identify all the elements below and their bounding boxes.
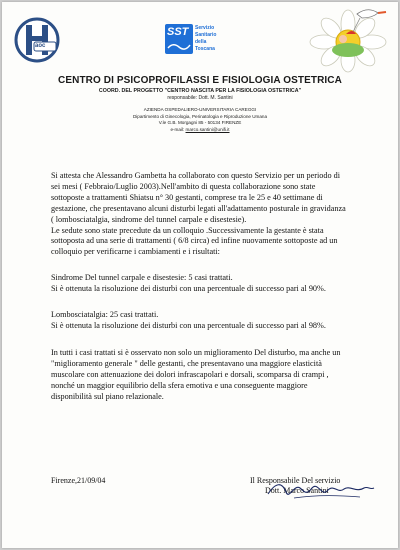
body-line: disponibilità sul piano relazionale. [51, 391, 164, 401]
ssr-logo-short: SST [167, 26, 189, 38]
body-line: nonché un maggior equilibrio della sfera emotiva e una conseguente maggiore [51, 380, 308, 390]
attestation-paragraph [51, 171, 383, 258]
aoc-logo [14, 16, 60, 64]
address-line: Dipartimento di Ginecologia, Perinatologia e Riproduzione Umana [132, 113, 268, 119]
email-link[interactable]: marco.santini@unifi.it [185, 126, 230, 132]
document-page [2, 2, 398, 548]
body-line: colloquio per verificarne i cambiamenti e i risultati: [51, 247, 220, 257]
body-line: ( lombosciatalgia, sindrome del tunnel carpale e disestesie). [51, 214, 247, 224]
body-line: Lombosciatalgia: 25 casi trattati. [51, 310, 159, 319]
body-line: Si attesta che Alessandro Gambetta ha collaborato con questo Servizio per un periodo di [51, 171, 340, 180]
sciatica-results [51, 310, 383, 332]
body-line: Si è ottenuta la risoluzione dei disturbi con una percentuale di successo pari al 90%. [51, 283, 326, 293]
ssr-logo-line2: Sanitario [195, 32, 217, 38]
signer-name: Dott. Marco Santini [265, 486, 329, 495]
email-label: e-mail: [170, 126, 186, 132]
ssr-wave-icon [167, 40, 191, 52]
body-line: Le sedute sono state precedute da un colloquio .Successivamente la gestante è stata [51, 225, 324, 235]
page-title: CENTRO DI PSICOPROFILASSI E FISIOLOGIA OSTETRICA [58, 75, 342, 86]
responsible-line: responsabile: Dott. M. Santini [167, 94, 233, 101]
body-line: muscolare con attenuazione dei dolori infrascapolari e dorsali, scomparsa di crampi , [51, 369, 329, 379]
body-line: "miglioramento generale " delle gestanti, che presentavano una maggiore elasticità [51, 358, 322, 368]
stork-flower-logo [302, 4, 394, 74]
aoc-logo-text: aoc [35, 43, 46, 49]
general-improvement-paragraph [51, 348, 383, 403]
body-line: sottoposte a trattamenti Shiatsu n° 30 gestanti, comprese tra le 25 e 40 settimane di [51, 192, 323, 202]
project-subtitle: COORD. DEL PROGETTO "CENTRO NASCITA PER LA FISIOLOGIA OSTETRICA" [98, 88, 302, 94]
ssr-logo [165, 24, 229, 58]
place-date: Firenze,21/09/04 [51, 476, 106, 485]
ssr-logo-line1: Servizio [195, 25, 215, 31]
body-line: Sindrome Del tunnel carpale e disestesie: 5 casi trattati. [51, 273, 233, 282]
body-line: sei mesi ( Febbraio/Luglio 2003).Nell'ambito di questa collaborazione sono state [51, 181, 316, 191]
address-line: V.le G.B. Morgagni 85 - 50134 FIRENZE [158, 120, 242, 126]
address-block [2, 107, 398, 133]
email-line [2, 127, 398, 134]
ssr-logo-line3: della [195, 39, 207, 45]
body-line: Si è ottenuta la risoluzione dei disturbi con una percentuale di successo pari al 98%. [51, 320, 326, 330]
body-line: In tutti i casi trattati si è osservato non solo un miglioramento Del disturbo, ma anche un [51, 348, 341, 357]
address-line: AZIENDA OSPEDALIERO-UNIVERSITARIA CAREGGI [143, 107, 257, 112]
signer-role: Il Responsabile Del servizio [250, 476, 341, 485]
carpal-tunnel-results [51, 273, 383, 295]
body-line: gestazione, che presentavano alcuni disturbi legati all'adattamento posturale in gravidanza [51, 203, 346, 213]
ssr-logo-line4: Toscana [195, 46, 215, 52]
body-line: sottoposta ad una serie di trattamenti ( 6/8 circa) ed infine nuovamente sottoposte ad un [51, 236, 338, 246]
handwritten-signature [264, 476, 376, 506]
